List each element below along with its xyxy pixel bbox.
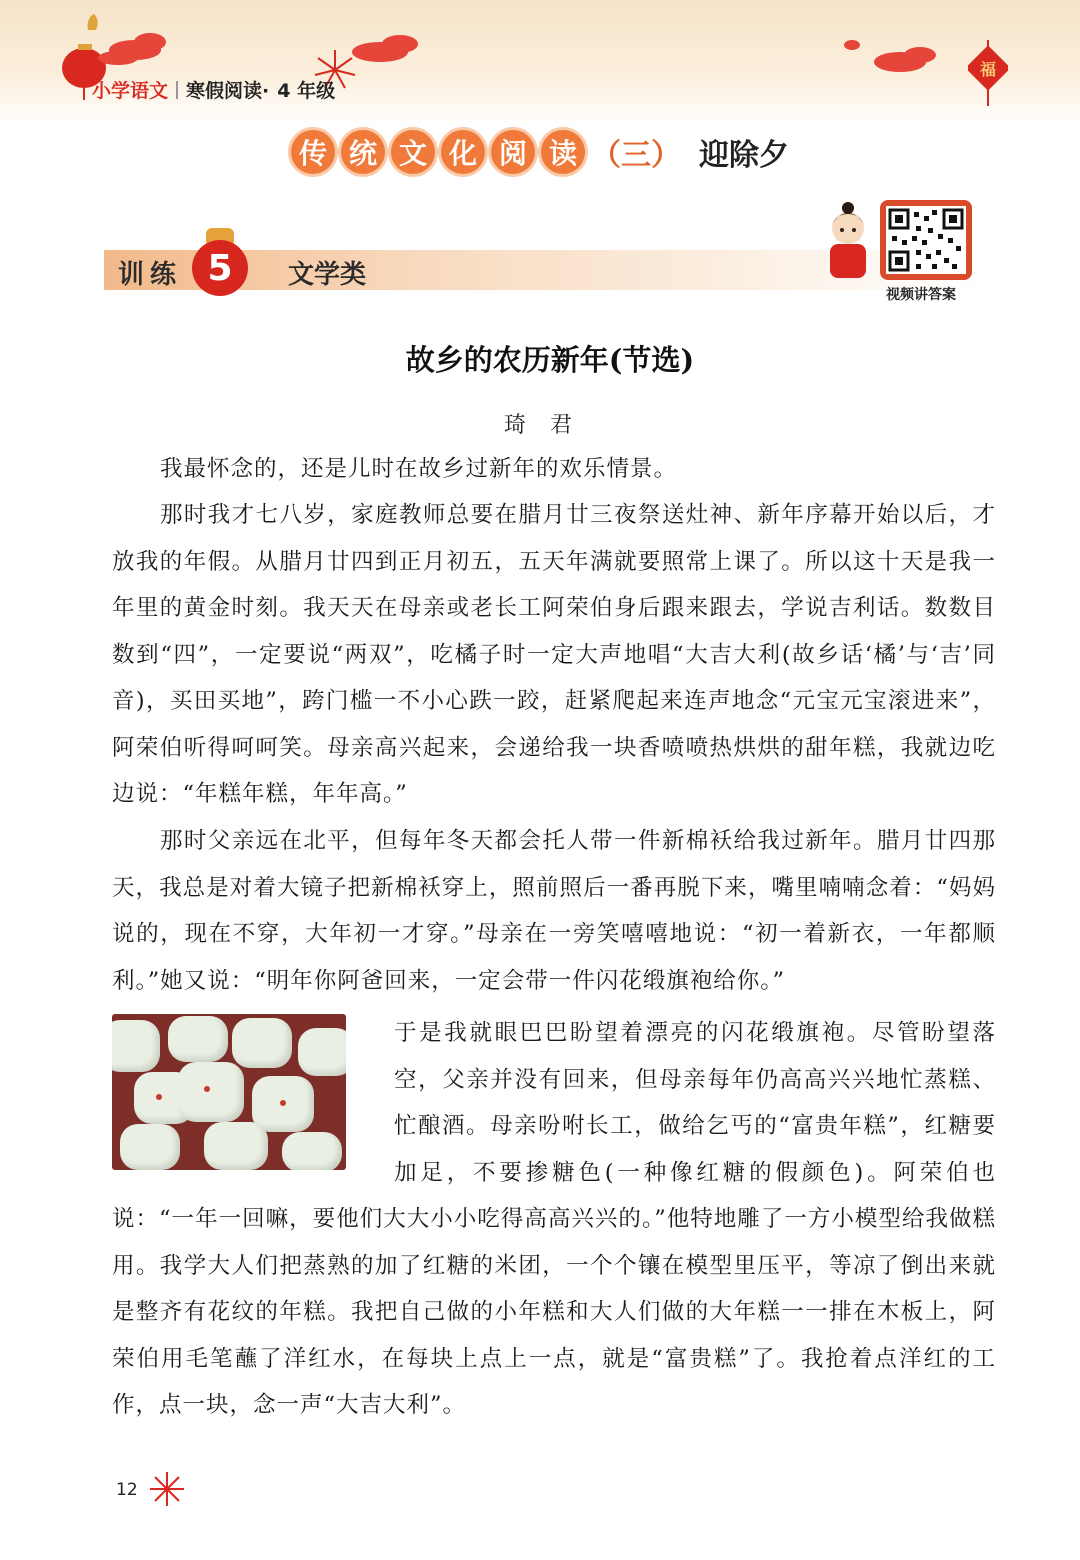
cloud-pattern-left xyxy=(98,33,166,65)
qr-caption: 视频讲答案 xyxy=(886,287,956,303)
article-paragraph-with-photo xyxy=(112,1010,996,1429)
article-title: 故乡的农历新年(节选) xyxy=(405,343,695,377)
section-subtitle: 迎除夕 xyxy=(699,138,789,173)
training-number: 5 xyxy=(192,240,248,296)
qr-code-frame[interactable] xyxy=(880,200,972,280)
section-title-char: 读 xyxy=(541,130,585,174)
rice-cake-photo xyxy=(112,1014,346,1170)
section-title-paren: （三） xyxy=(591,138,681,173)
training-category: 文学类 xyxy=(288,260,367,290)
fu-ornament-icon xyxy=(968,40,1008,110)
breadcrumb-subject: 小学语文 xyxy=(92,80,169,102)
page-number: 12 xyxy=(116,1480,138,1500)
breadcrumb-series: 寒假阅读· xyxy=(186,80,270,102)
section-title-char: 传 xyxy=(291,130,335,174)
fu-char: 福 xyxy=(979,60,997,79)
section-title-char: 化 xyxy=(441,130,485,174)
article-paragraph: 那时我才七八岁，家庭教师总要在腊月廿三夜祭送灶神、新年序幕开始以后，才放我的年假。从腊月廿四到正月初五，五天年满就要照常上课了。所以这十天是我一年里的黄金时刻。我天天在母亲或老长工阿荣伯身后跟来跟去，学说吉利话。数数目数到“四”，一定要说“两双”，吃橘子时一定大声地唱“大吉大利(故乡话‘橘’与‘吉’同音)，买田买地”，跨门槛一不小心跌一跤，赶紧爬起来连声地念“元宝元宝滚进来”，阿荣伯听得呵呵笑。母亲高兴起来，会递给我一块香喷喷热烘烘的甜年糕，我就边吃边说：“年糕年糕，年年高。” xyxy=(112,502,996,807)
breadcrumb xyxy=(92,76,335,103)
cloud-pattern-mid xyxy=(352,35,418,62)
section-title-char: 阅 xyxy=(491,130,535,174)
article-author: 琦君 xyxy=(503,413,596,438)
breadcrumb-grade: 4 年级 xyxy=(277,80,336,102)
cloud-pattern-right xyxy=(844,40,936,72)
article-paragraph: 我最怀念的，还是儿时在故乡过新年的欢乐情景。 xyxy=(160,456,678,482)
article-paragraph-text: 于是我就眼巴巴盼望着漂亮的闪花缎旗袍。尽管盼望落空，父亲并没有回来，但母亲每年仍高高兴兴地忙蒸糕、忙酿酒。母亲吩咐长工，做给乞丐的“富贵年糕”，红糖要加足，不要掺糖色(一种像红糖的假颜色)。阿荣伯也说：“一年一回嘛，要他们大大小小吃得高高兴兴的。”他特地雕了一方小模型给我做糕用。我学大人们把蒸熟的加了红糖的米团，一个个镶在模型里压平，等凉了倒出来就是整齐有花纹的年糕。我把自己做的小年糕和大人们做的大年糕一一排在木板上，阿荣伯用毛笔蘸了洋红水，在每块上点上一点，就是“富贵糕”了。我抢着点洋红的工作，点一块，念一声“大吉大利”。 xyxy=(112,1020,996,1418)
article-paragraph: 那时父亲远在北平，但每年冬天都会托人带一件新棉袄给我过新年。腊月廿四那天，我总是对着大镜子把新棉袄穿上，照前照后一番再脱下来，嘴里喃喃念着：“妈妈说的，现在不穿，大年初一才穿。”母亲在一旁笑嘻嘻地说：“初一着新衣，一年都顺利。”她又说：“明年你阿爸回来，一定会带一件闪花缎旗袍给你。” xyxy=(112,828,996,994)
child-illustration-icon xyxy=(818,200,880,282)
breadcrumb-divider xyxy=(176,81,178,99)
firework-icon xyxy=(148,1470,186,1508)
section-title-char: 统 xyxy=(341,130,385,174)
section-title-char: 文 xyxy=(391,130,435,174)
decorative-clouds xyxy=(0,0,1080,125)
training-label: 训练 xyxy=(118,260,183,290)
qr-code-icon[interactable] xyxy=(886,206,966,274)
section-title xyxy=(0,130,1080,174)
